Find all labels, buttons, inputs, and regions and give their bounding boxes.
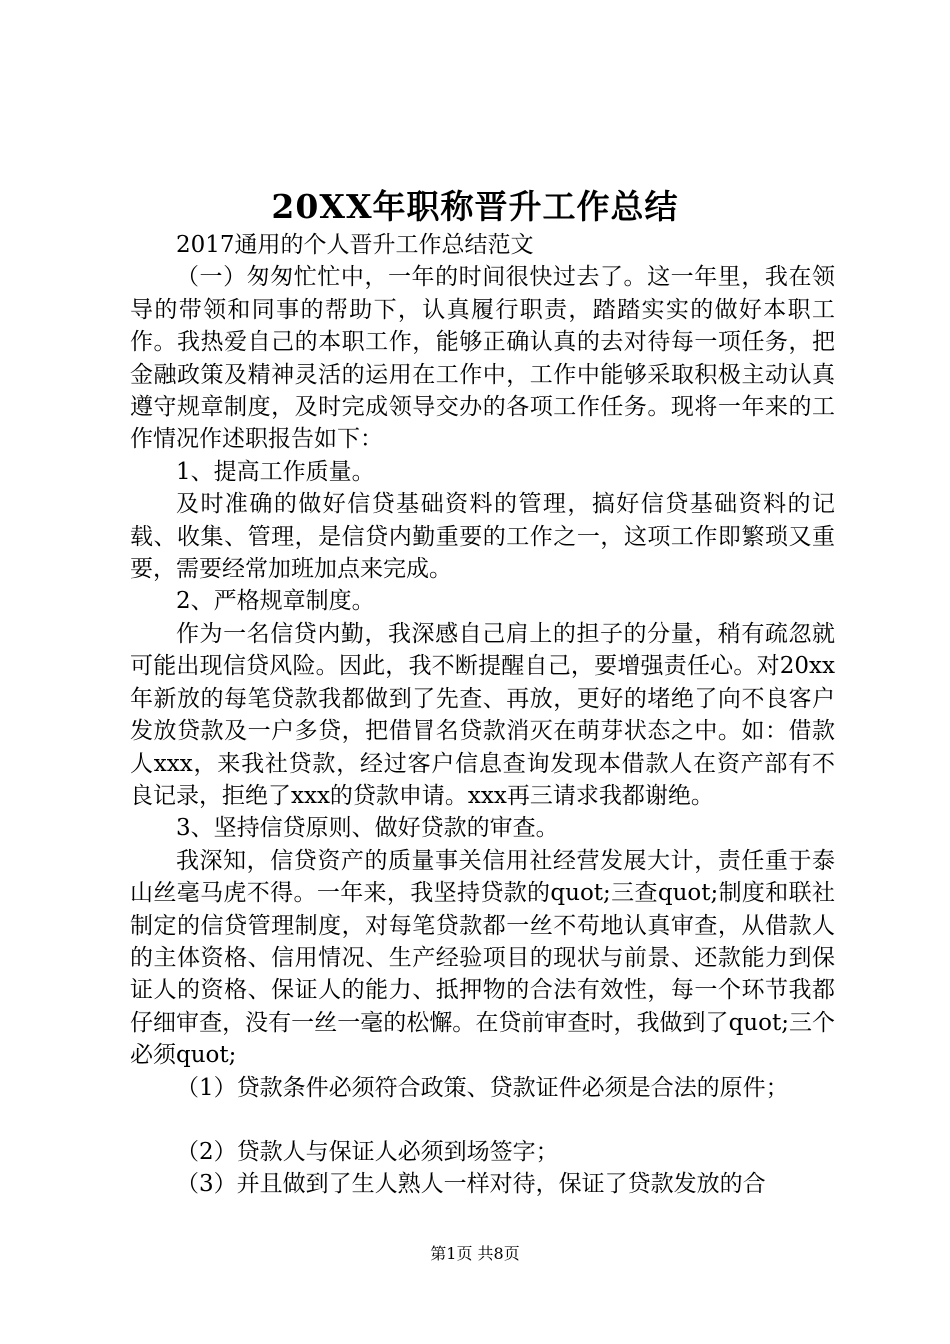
section-heading: 2、严格规章制度。 [176, 588, 375, 615]
page-number-footer: 第1页 共8页 [430, 1244, 520, 1263]
section-heading: 3、坚持信贷原则、做好贷款的审查。 [176, 815, 559, 842]
body-paragraph: 我深知，信贷资产的质量事关信用社经营发展大计，责任重于泰山丝毫马虎不得。一年来，我坚持贷款的quot;三查quot;制度和联社制定的信贷管理制度，对每笔贷款都一丝不苟地认真审查，从借款人的主体资格、信用情况、生产经验项目的现状与前景、还款能力到保证人的资格、保证人的能力、抵押物的合法有效性，每一个环节我都仔细审查，没有一丝一毫的松懈。在贷前审查时，我做到了quot;三个必须quot; [130, 847, 835, 1069]
list-item: （1）贷款条件必须符合政策、贷款证件必须是合法的原件； [176, 1074, 789, 1101]
body-paragraph: 及时准确的做好信贷基础资料的管理，搞好信贷基础资料的记载、收集、管理，是信贷内勤重要的工作之一，这项工作即繁琐又重要，需要经常加班加点来完成。 [130, 491, 835, 583]
body-paragraph: （一）匆匆忙忙中，一年的时间很快过去了。这一年里，我在领导的带领和同事的帮助下，认真履行职责，踏踏实实的做好本职工作。我热爱自己的本职工作，能够正确认真的去对待每一项任务，把金融政策及精神灵活的运用在工作中，工作中能够采取积极主动认真遵守规章制度，及时完成领导交办的各项工作任务。现将一年来的工作情况作述职报告如下： [130, 264, 835, 453]
list-item: （2）贷款人与保证人必须到场签字； [176, 1138, 559, 1165]
section-heading: 1、提高工作质量。 [176, 458, 375, 485]
body-paragraph: 作为一名信贷内勤，我深感自己肩上的担子的分量，稍有疏忽就可能出现信贷风险。因此，我不断提醒自己，要增强责任心。对20xx年新放的每笔贷款我都做到了先查、再放，更好的堵绝了向不良客户发放贷款及一户多贷，把借冒名贷款消灭在萌芽状态之中。如：借款人xxx，来我社贷款，经过客户信息查询发现本借款人在资产部有不良记录，拒绝了xxx的贷款申请。xxx再三请求我都谢绝。 [130, 620, 835, 809]
list-item: （3）并且做到了生人熟人一样对待，保证了贷款发放的合 [176, 1171, 766, 1198]
subtitle-paragraph: 2017通用的个人晋升工作总结范文 [176, 232, 534, 258]
document-title: 20XX年职称晋升工作总结 [271, 187, 679, 226]
document-body [130, 229, 835, 1201]
